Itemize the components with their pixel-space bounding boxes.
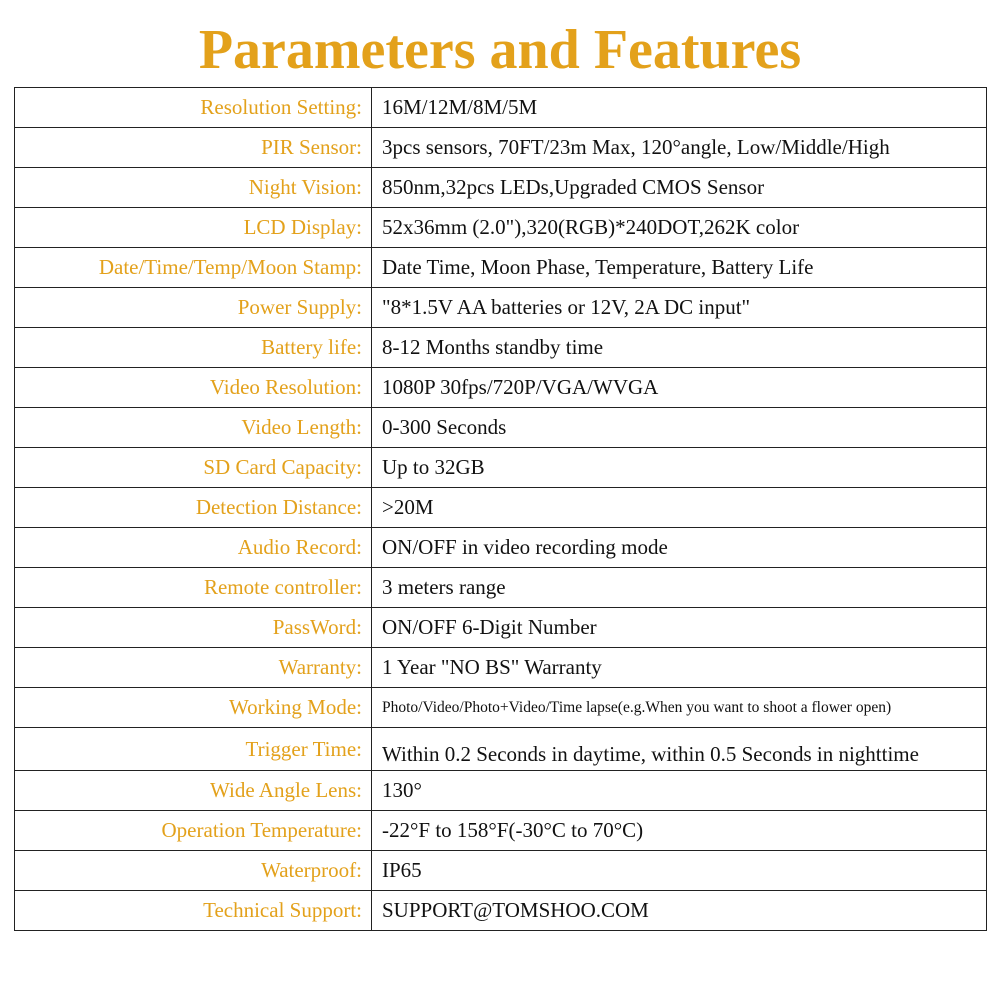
row-label: Remote controller: <box>15 568 372 608</box>
row-value: 3pcs sensors, 70FT/23m Max, 120°angle, Low/Middle/High <box>372 128 987 168</box>
row-label: Trigger Time: <box>15 728 372 771</box>
row-label: Battery life: <box>15 328 372 368</box>
row-value: Up to 32GB <box>372 448 987 488</box>
row-label: Night Vision: <box>15 168 372 208</box>
row-value: 1080P 30fps/720P/VGA/WVGA <box>372 368 987 408</box>
row-label: PIR Sensor: <box>15 128 372 168</box>
row-label: PassWord: <box>15 608 372 648</box>
spec-table <box>14 87 987 931</box>
row-label: Audio Record: <box>15 528 372 568</box>
row-value: 1 Year "NO BS" Warranty <box>372 648 987 688</box>
row-label: Operation Temperature: <box>15 811 372 851</box>
row-label: LCD Display: <box>15 208 372 248</box>
table-row <box>15 728 987 771</box>
table-row <box>15 891 987 931</box>
table-row <box>15 568 987 608</box>
row-value: 850nm,32pcs LEDs,Upgraded CMOS Sensor <box>372 168 987 208</box>
table-row <box>15 328 987 368</box>
row-label: Technical Support: <box>15 891 372 931</box>
row-label: SD Card Capacity: <box>15 448 372 488</box>
row-value: -22°F to 158°F(-30°C to 70°C) <box>372 811 987 851</box>
table-row <box>15 648 987 688</box>
table-row <box>15 608 987 648</box>
table-row <box>15 811 987 851</box>
row-value: Photo/Video/Photo+Video/Time lapse(e.g.When you want to shoot a flower open) <box>372 688 987 728</box>
row-value: 8-12 Months standby time <box>372 328 987 368</box>
table-row <box>15 128 987 168</box>
row-label: Detection Distance: <box>15 488 372 528</box>
row-value: >20M <box>372 488 987 528</box>
row-label: Working Mode: <box>15 688 372 728</box>
row-value: Within 0.2 Seconds in daytime, within 0.5 Seconds in nighttime <box>372 728 987 771</box>
table-row <box>15 368 987 408</box>
row-value: 0-300 Seconds <box>372 408 987 448</box>
table-row <box>15 168 987 208</box>
table-row <box>15 408 987 448</box>
row-value: 52x36mm (2.0"),320(RGB)*240DOT,262K color <box>372 208 987 248</box>
row-value: Date Time, Moon Phase, Temperature, Battery Life <box>372 248 987 288</box>
row-value: SUPPORT@TOMSHOO.COM <box>372 891 987 931</box>
table-row <box>15 448 987 488</box>
table-row <box>15 88 987 128</box>
row-label: Resolution Setting: <box>15 88 372 128</box>
table-row <box>15 771 987 811</box>
row-value: ON/OFF in video recording mode <box>372 528 987 568</box>
row-value: 16M/12M/8M/5M <box>372 88 987 128</box>
row-label: Power Supply: <box>15 288 372 328</box>
row-label: Video Resolution: <box>15 368 372 408</box>
row-label: Waterproof: <box>15 851 372 891</box>
row-label: Video Length: <box>15 408 372 448</box>
row-value: 130° <box>372 771 987 811</box>
table-row <box>15 528 987 568</box>
row-value: ON/OFF 6-Digit Number <box>372 608 987 648</box>
table-row <box>15 851 987 891</box>
row-value: 3 meters range <box>372 568 987 608</box>
row-value: IP65 <box>372 851 987 891</box>
row-label: Wide Angle Lens: <box>15 771 372 811</box>
row-value: "8*1.5V AA batteries or 12V, 2A DC input" <box>372 288 987 328</box>
table-row <box>15 248 987 288</box>
table-row <box>15 208 987 248</box>
table-row <box>15 288 987 328</box>
table-row <box>15 488 987 528</box>
page-title: Parameters and Features <box>198 19 802 81</box>
row-label: Warranty: <box>15 648 372 688</box>
table-row <box>15 688 987 728</box>
row-label: Date/Time/Temp/Moon Stamp: <box>15 248 372 288</box>
